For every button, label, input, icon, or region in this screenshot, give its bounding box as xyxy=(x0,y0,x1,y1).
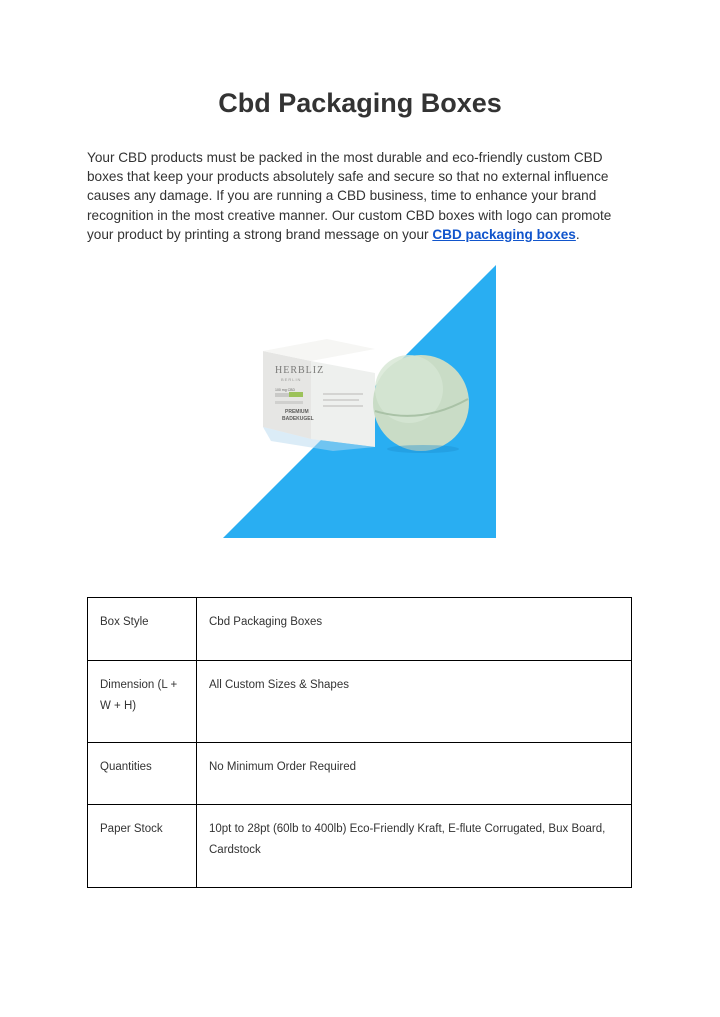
cbd-packaging-boxes-link[interactable]: CBD packaging boxes xyxy=(432,226,576,242)
spec-value: 10pt to 28pt (60lb to 400lb) Eco-Friendly Kraft, E-flute Corrugated, Bux Board, Cardstock xyxy=(197,805,632,888)
product-image xyxy=(223,265,496,538)
page-title: Cbd Packaging Boxes xyxy=(218,88,502,118)
box-tag-text: 100 mg CBD xyxy=(275,388,296,392)
table-row xyxy=(88,743,632,805)
spec-table xyxy=(87,597,632,888)
table-row xyxy=(88,598,632,661)
box-sub-brand: BERLIN xyxy=(281,377,302,382)
spec-value: Cbd Packaging Boxes xyxy=(197,598,632,661)
box-brand: HERBLIZ xyxy=(275,365,325,376)
side-text-line xyxy=(323,405,363,407)
bath-bomb-shadow xyxy=(387,445,459,453)
label-tag xyxy=(289,392,303,397)
spec-value: No Minimum Order Required xyxy=(197,743,632,805)
table-row xyxy=(88,805,632,888)
spec-label: Paper Stock xyxy=(88,805,197,888)
spec-value: All Custom Sizes & Shapes xyxy=(197,661,632,743)
spec-label: Box Style xyxy=(88,598,197,661)
side-text-line xyxy=(323,399,359,401)
label-stripe xyxy=(275,401,303,404)
table-row xyxy=(88,661,632,743)
side-text-line xyxy=(323,393,363,395)
box-label-premium: PREMIUM xyxy=(285,409,309,415)
intro-end: . xyxy=(575,226,580,242)
spec-label: Quantities xyxy=(88,743,197,805)
intro-text: Your CBD products must be packed in the most durable and eco-friendly custom CBD boxes that keep your products absolutely safe and secure so that no external influence causes any damage. If you are running a CBD business, time to enhance your brand recognition in the most creative manner. Our custom CBD boxes with logo can promote your product by printing a strong brand message on your xyxy=(87,150,612,242)
spec-label: Dimension (L + W + H) xyxy=(88,661,197,743)
box-label-badekugel: BADEKUGEL xyxy=(282,416,314,422)
intro-paragraph xyxy=(87,148,633,244)
